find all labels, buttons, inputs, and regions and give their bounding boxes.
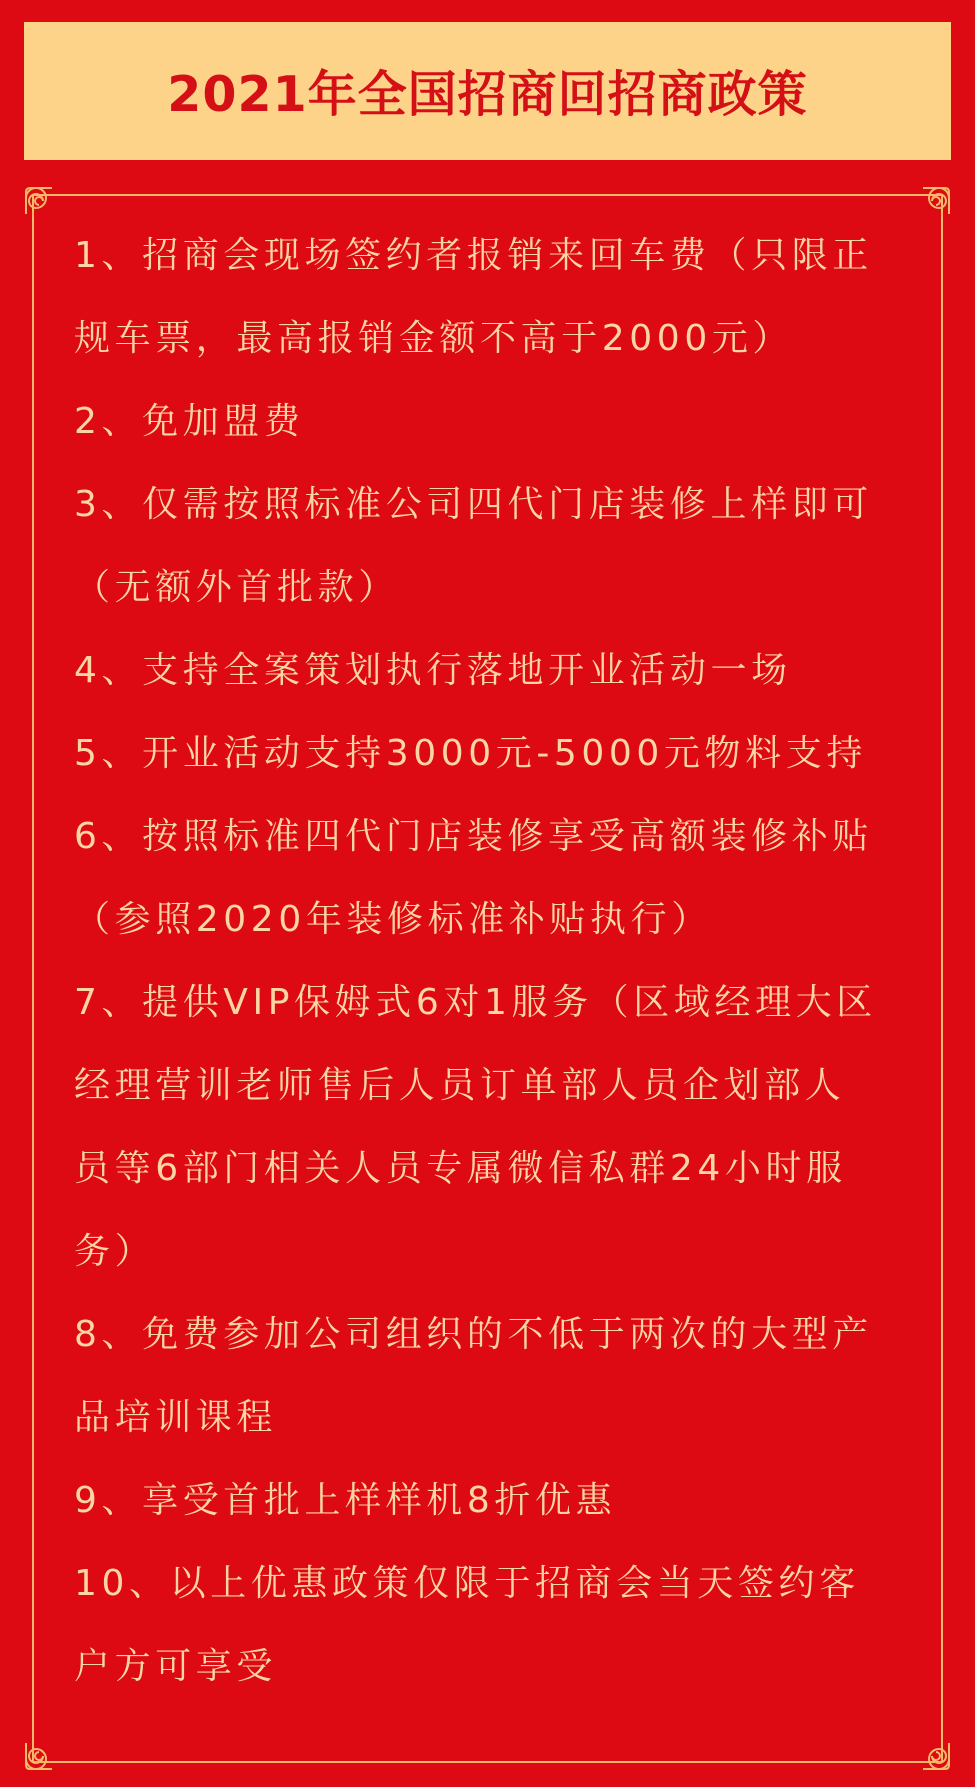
policy-line: 8、免费参加公司组织的不低于两次的大型产: [74, 1314, 873, 1355]
corner-ornament-icon: [921, 186, 951, 216]
policy-frame: [24, 186, 951, 1771]
policy-line: 4、支持全案策划执行落地开业活动一场: [74, 650, 792, 691]
page-title: 2021年全国招商回招商政策: [167, 66, 808, 123]
policy-line: 户方可享受: [74, 1646, 278, 1687]
policy-line: （无额外首批款）: [74, 567, 399, 608]
policy-list: [74, 214, 934, 1708]
policy-line: （参照2020年装修标准补贴执行）: [74, 899, 712, 940]
policy-line: 1、招商会现场签约者报销来回车费（只限正: [74, 235, 873, 276]
corner-ornament-icon: [921, 1741, 951, 1771]
policy-line: 6、按照标准四代门店装修享受高额装修补贴: [74, 816, 873, 857]
policy-line: 经理营训老师售后人员订单部人员企划部人: [74, 1065, 846, 1106]
corner-ornament-icon: [24, 1741, 54, 1771]
policy-line: 10、以上优惠政策仅限于招商会当天签约客: [74, 1563, 860, 1604]
policy-line: 9、享受首批上样样机8折优惠: [74, 1480, 617, 1521]
policy-line: 5、开业活动支持3000元-5000元物料支持: [74, 733, 867, 774]
policy-line: 7、提供VIP保姆式6对1服务（区域经理大区: [74, 982, 877, 1023]
policy-line: 规车票，最高报销金额不高于2000元）: [74, 318, 794, 359]
policy-line: 员等6部门相关人员专属微信私群24小时服: [74, 1148, 847, 1189]
corner-ornament-icon: [24, 186, 54, 216]
policy-line: 务）: [74, 1231, 156, 1272]
title-banner: [24, 22, 951, 160]
policy-line: 3、仅需按照标准公司四代门店装修上样即可: [74, 484, 873, 525]
policy-line: 品培训课程: [74, 1397, 278, 1438]
policy-line: 2、免加盟费: [74, 401, 305, 442]
